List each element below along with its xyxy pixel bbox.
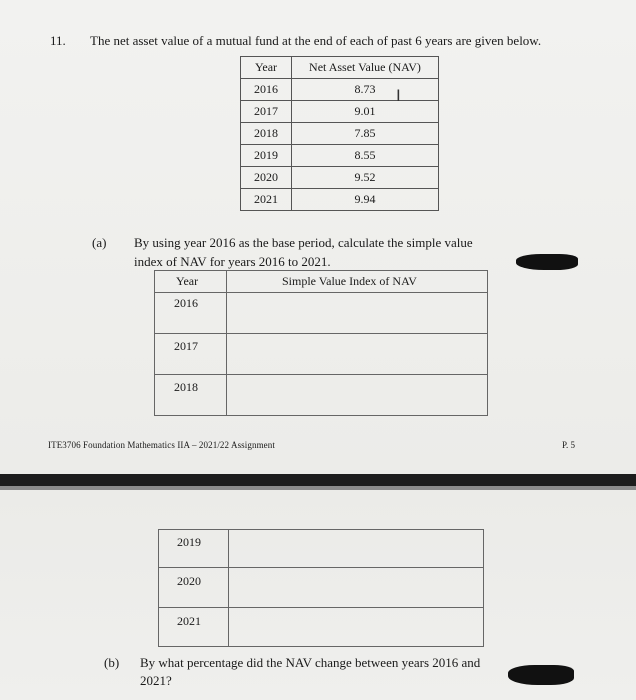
index-table-rule — [154, 333, 488, 334]
table-row — [241, 167, 439, 189]
index-table-rule — [154, 292, 488, 293]
nav-value-cell: 9.52 — [292, 167, 439, 189]
part-b-question-line1: By what percentage did the NAV change between years 2016 and — [140, 655, 481, 670]
part-a-question-line2: index of NAV for years 2016 to 2021. — [134, 254, 331, 269]
index-header-value: Simple Value Index of NAV — [282, 274, 417, 288]
nav-value-cell: 7.85 — [292, 123, 439, 145]
nav-value-cell: 9.94 — [292, 189, 439, 211]
nav-year-cell: 2019 — [241, 145, 292, 167]
part-b-question-line2: 2021? — [140, 673, 172, 688]
nav-year-cell: 2016 — [241, 79, 292, 101]
index-year-cell: 2018 — [174, 380, 198, 394]
index-year-cell: 2021 — [177, 614, 201, 628]
nav-table — [240, 56, 439, 211]
nav-value-cell: 9.01 — [292, 101, 439, 123]
text-cursor-icon: I — [396, 86, 401, 105]
question-text: The net asset value of a mutual fund at the end of each of past 6 years are given below. — [90, 33, 542, 48]
nav-header-year: Year — [241, 57, 292, 79]
index-table-rule — [158, 567, 484, 568]
table-row — [241, 189, 439, 211]
table-row — [241, 79, 439, 101]
index-header-year: Year — [176, 274, 199, 288]
table-row — [241, 145, 439, 167]
table-row — [241, 123, 439, 145]
index-year-cell: 2017 — [174, 339, 198, 353]
nav-year-cell: 2018 — [241, 123, 292, 145]
index-table-divider — [228, 529, 229, 647]
table-row — [241, 101, 439, 123]
nav-value-cell: 8.55 — [292, 145, 439, 167]
footer-page-number: P. 5 — [562, 440, 576, 450]
index-year-cell: 2016 — [174, 296, 198, 310]
page-divider-dark — [0, 474, 636, 486]
index-table-rule — [154, 374, 488, 375]
redaction-mark — [516, 254, 578, 270]
index-table-bottom — [158, 529, 484, 647]
nav-value-cell: 8.73 — [292, 79, 439, 101]
nav-year-cell: 2017 — [241, 101, 292, 123]
index-year-cell: 2020 — [177, 574, 201, 588]
question-number: 11. — [50, 33, 66, 48]
index-year-cell: 2019 — [177, 535, 201, 549]
part-a-question-line1: By using year 2016 as the base period, calculate the simple value — [134, 235, 473, 250]
nav-year-cell: 2021 — [241, 189, 292, 211]
nav-table-header — [241, 57, 439, 79]
footer-course: ITE3706 Foundation Mathematics IIA – 2021/22 Assignment — [48, 440, 275, 450]
redaction-mark — [508, 665, 574, 685]
part-a-label: (a) — [92, 235, 107, 250]
part-b-label: (b) — [104, 655, 120, 670]
nav-header-value: Net Asset Value (NAV) — [292, 57, 439, 79]
index-table-rule — [158, 607, 484, 608]
nav-year-cell: 2020 — [241, 167, 292, 189]
